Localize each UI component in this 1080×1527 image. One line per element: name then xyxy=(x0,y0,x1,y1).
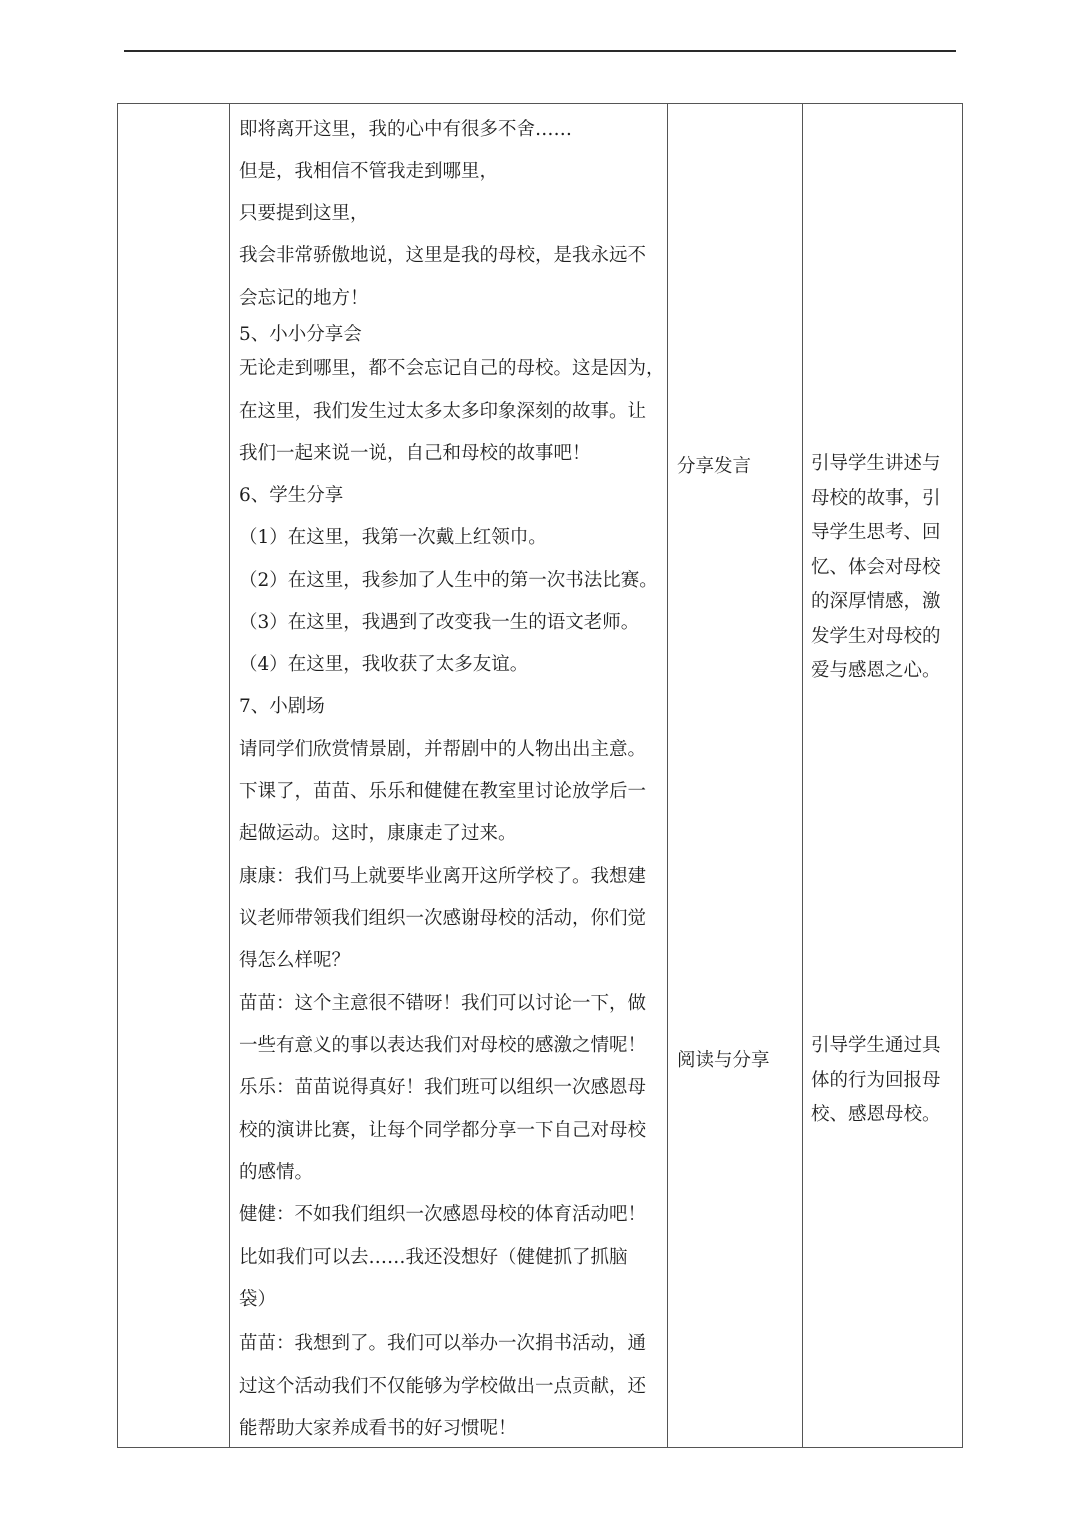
column-divider xyxy=(667,104,668,1447)
activity-cell-share: 分享发言 xyxy=(677,456,752,477)
content-line: 即将离开这里，我的心中有很多不舍…… xyxy=(239,119,573,140)
content-line: 乐乐：苗苗说得真好！我们班可以组织一次感恩母 xyxy=(239,1077,647,1098)
content-line: 5、小小分享会 xyxy=(239,324,362,345)
content-line: 康康：我们马上就要毕业离开这所学校了。我想建 xyxy=(239,866,647,887)
content-line: （3）在这里，我遇到了改变我一生的语文老师。 xyxy=(239,612,640,633)
content-line: 得怎么样呢？ xyxy=(239,950,351,971)
content-line: 我会非常骄傲地说，这里是我的母校，是我永远不 xyxy=(239,245,647,266)
content-line: 我们一起来说一说，自己和母校的故事吧！ xyxy=(239,443,591,464)
intent-line: 母校的故事，引 xyxy=(811,487,941,509)
header-rule xyxy=(124,50,956,52)
content-line: 的感情。 xyxy=(239,1162,314,1183)
content-line: 议老师带领我们组织一次感谢母校的活动，你们觉 xyxy=(239,908,647,929)
content-line: （4）在这里，我收获了太多友谊。 xyxy=(239,654,529,675)
content-line: 起做运动。这时，康康走了过来。 xyxy=(239,823,517,844)
intent-line: 体的行为回报母 xyxy=(811,1069,941,1091)
content-line: 在这里，我们发生过太多太多印象深刻的故事。让 xyxy=(239,401,647,422)
intent-line: 导学生思考、回 xyxy=(811,522,941,543)
content-line: 无论走到哪里，都不会忘记自己的母校。这是因为， xyxy=(239,358,665,379)
content-line: 6、学生分享 xyxy=(239,485,344,506)
intent-line: 发学生对母校的 xyxy=(811,625,941,647)
content-line: （1）在这里，我第一次戴上红领巾。 xyxy=(239,527,547,548)
content-line: （2）在这里，我参加了人生中的第一次书法比赛。 xyxy=(239,570,658,591)
intent-cell-action xyxy=(811,1029,941,1133)
content-line: 能帮助大家养成看书的好习惯呢！ xyxy=(239,1418,517,1439)
content-line: 袋） xyxy=(239,1289,277,1310)
intent-line: 爱与感恩之心。 xyxy=(811,660,941,681)
content-line: 健健：不如我们组织一次感恩母校的体育活动吧！ xyxy=(239,1204,647,1225)
content-line: 但是，我相信不管我走到哪里， xyxy=(239,161,499,182)
content-line: 请同学们欣赏情景剧，并帮剧中的人物出出主意。 xyxy=(239,739,647,760)
content-line: 会忘记的地方！ xyxy=(239,288,369,309)
content-line: 比如我们可以去……我还没想好（健健抓了抓脑 xyxy=(239,1247,628,1268)
content-line: 过这个活动我们不仅能够为学校做出一点贡献，还 xyxy=(239,1376,647,1397)
content-line: 7、小剧场 xyxy=(239,696,325,717)
intent-line: 的深厚情感，激 xyxy=(811,591,941,612)
content-line: 一些有意义的事以表达我们对母校的感激之情呢！ xyxy=(239,1035,647,1056)
intent-line: 引导学生通过具 xyxy=(811,1035,941,1056)
column-divider xyxy=(229,104,230,1447)
content-line: 苗苗：我想到了。我们可以举办一次捐书活动，通 xyxy=(239,1333,647,1354)
content-line: 只要提到这里， xyxy=(239,203,369,224)
content-line: 下课了，苗苗、乐乐和健健在教室里讨论放学后一 xyxy=(239,781,647,802)
intent-cell-story xyxy=(811,447,941,689)
column-divider xyxy=(802,104,803,1447)
activity-cell-read-share: 阅读与分享 xyxy=(677,1050,770,1071)
intent-line: 忆、体会对母校 xyxy=(811,556,941,578)
content-line: 校的演讲比赛，让每个同学都分享一下自己对母校 xyxy=(239,1120,647,1141)
intent-line: 引导学生讲述与 xyxy=(811,453,941,474)
content-line: 苗苗：这个主意很不错呀！我们可以讨论一下，做 xyxy=(239,993,647,1014)
intent-line: 校、感恩母校。 xyxy=(811,1104,941,1125)
